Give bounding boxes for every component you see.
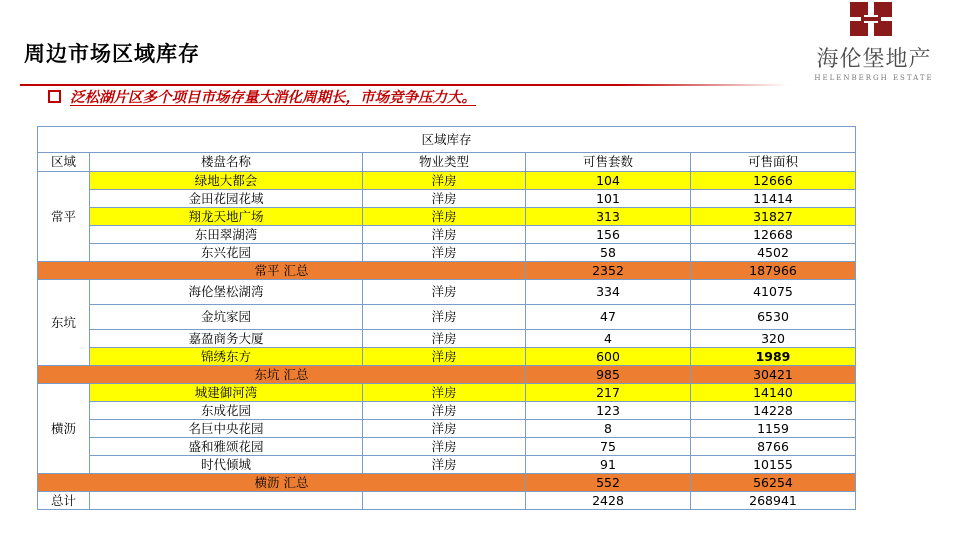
logo-mark-icon <box>850 2 892 36</box>
table-row <box>38 348 856 366</box>
subtotal-area: 30421 <box>691 366 856 384</box>
area-value: 12666 <box>691 172 856 190</box>
property-type: 洋房 <box>363 305 526 330</box>
subtotal-label: 东坑 汇总 <box>38 366 526 384</box>
subtotal-label: 横沥 汇总 <box>38 474 526 492</box>
area-value: 10155 <box>691 456 856 474</box>
units-value: 104 <box>526 172 691 190</box>
area-value: 41075 <box>691 280 856 305</box>
property-type: 洋房 <box>363 402 526 420</box>
subtotal-row <box>38 474 856 492</box>
subtotal-row <box>38 366 856 384</box>
property-type: 洋房 <box>363 384 526 402</box>
property-type: 洋房 <box>363 438 526 456</box>
table-row <box>38 305 856 330</box>
bullet-square-icon <box>48 90 61 103</box>
table-row <box>38 190 856 208</box>
header-project: 楼盘名称 <box>90 153 363 172</box>
project-name: 东成花园 <box>90 402 363 420</box>
property-type: 洋房 <box>363 456 526 474</box>
subtotal-units: 985 <box>526 366 691 384</box>
header-region: 区域 <box>38 153 90 172</box>
project-name: 海伦堡松湖湾 <box>90 280 363 305</box>
units-value: 101 <box>526 190 691 208</box>
project-name: 绿地大都会 <box>90 172 363 190</box>
total-label: 总计 <box>38 492 90 510</box>
area-value: 12668 <box>691 226 856 244</box>
table-row <box>38 456 856 474</box>
inventory-table <box>37 126 856 510</box>
table-row <box>38 330 856 348</box>
subtotal-row <box>38 262 856 280</box>
project-name: 名巨中央花园 <box>90 420 363 438</box>
table-row <box>38 226 856 244</box>
table-row <box>38 208 856 226</box>
subtotal-label: 常平 汇总 <box>38 262 526 280</box>
region-cell: 横沥 <box>38 384 90 474</box>
project-name: 东田翠湖湾 <box>90 226 363 244</box>
property-type: 洋房 <box>363 420 526 438</box>
project-name: 时代倾城 <box>90 456 363 474</box>
table-row <box>38 402 856 420</box>
region-cell: 东坑 <box>38 280 90 366</box>
subtotal-area: 187966 <box>691 262 856 280</box>
table-row <box>38 438 856 456</box>
total-row <box>38 492 856 510</box>
units-value: 91 <box>526 456 691 474</box>
subtitle-text: 泛松湖片区多个项目市场存量大消化周期长，市场竞争压力大。 <box>70 89 476 106</box>
units-value: 217 <box>526 384 691 402</box>
area-value: 14228 <box>691 402 856 420</box>
table-row <box>38 420 856 438</box>
area-value: 320 <box>691 330 856 348</box>
project-name: 城建御河湾 <box>90 384 363 402</box>
table-caption-row <box>38 127 856 153</box>
property-type: 洋房 <box>363 208 526 226</box>
project-name: 金坑家园 <box>90 305 363 330</box>
area-value: 31827 <box>691 208 856 226</box>
units-value: 156 <box>526 226 691 244</box>
units-value: 123 <box>526 402 691 420</box>
units-value: 600 <box>526 348 691 366</box>
property-type: 洋房 <box>363 172 526 190</box>
property-type: 洋房 <box>363 244 526 262</box>
table-row <box>38 172 856 190</box>
subtotal-units: 2352 <box>526 262 691 280</box>
units-value: 334 <box>526 280 691 305</box>
total-empty-cell <box>363 492 526 510</box>
units-value: 8 <box>526 420 691 438</box>
table-row <box>38 244 856 262</box>
company-logo <box>800 2 948 88</box>
logo-name: 海伦堡地产 <box>816 47 932 72</box>
area-value: 8766 <box>691 438 856 456</box>
area-value: 4502 <box>691 244 856 262</box>
property-type: 洋房 <box>363 190 526 208</box>
project-name: 嘉盈商务大厦 <box>90 330 363 348</box>
total-units: 2428 <box>526 492 691 510</box>
total-area: 268941 <box>691 492 856 510</box>
project-name: 翔龙天地广场 <box>90 208 363 226</box>
header-type: 物业类型 <box>363 153 526 172</box>
project-name: 东兴花园 <box>90 244 363 262</box>
area-value: 6530 <box>691 305 856 330</box>
units-value: 47 <box>526 305 691 330</box>
units-value: 58 <box>526 244 691 262</box>
table-header-row <box>38 153 856 172</box>
subtotal-area: 56254 <box>691 474 856 492</box>
property-type: 洋房 <box>363 348 526 366</box>
logo-subtitle: HELENBERGH ESTATE <box>814 74 934 82</box>
subtitle-row <box>48 85 476 107</box>
header-units: 可售套数 <box>526 153 691 172</box>
area-value: 1989 <box>691 348 856 366</box>
units-value: 75 <box>526 438 691 456</box>
total-empty-cell <box>90 492 363 510</box>
property-type: 洋房 <box>363 330 526 348</box>
property-type: 洋房 <box>363 226 526 244</box>
subtotal-units: 552 <box>526 474 691 492</box>
table-row <box>38 384 856 402</box>
project-name: 盛和雅颂花园 <box>90 438 363 456</box>
property-type: 洋房 <box>363 280 526 305</box>
table-caption: 区域库存 <box>38 127 856 153</box>
project-name: 金田花园花域 <box>90 190 363 208</box>
project-name: 锦绣东方 <box>90 348 363 366</box>
area-value: 1159 <box>691 420 856 438</box>
area-value: 11414 <box>691 190 856 208</box>
header-area: 可售面积 <box>691 153 856 172</box>
region-cell: 常平 <box>38 172 90 262</box>
table-row <box>38 280 856 305</box>
page-title: 周边市场区域库存 <box>24 42 200 66</box>
area-value: 14140 <box>691 384 856 402</box>
units-value: 313 <box>526 208 691 226</box>
units-value: 4 <box>526 330 691 348</box>
